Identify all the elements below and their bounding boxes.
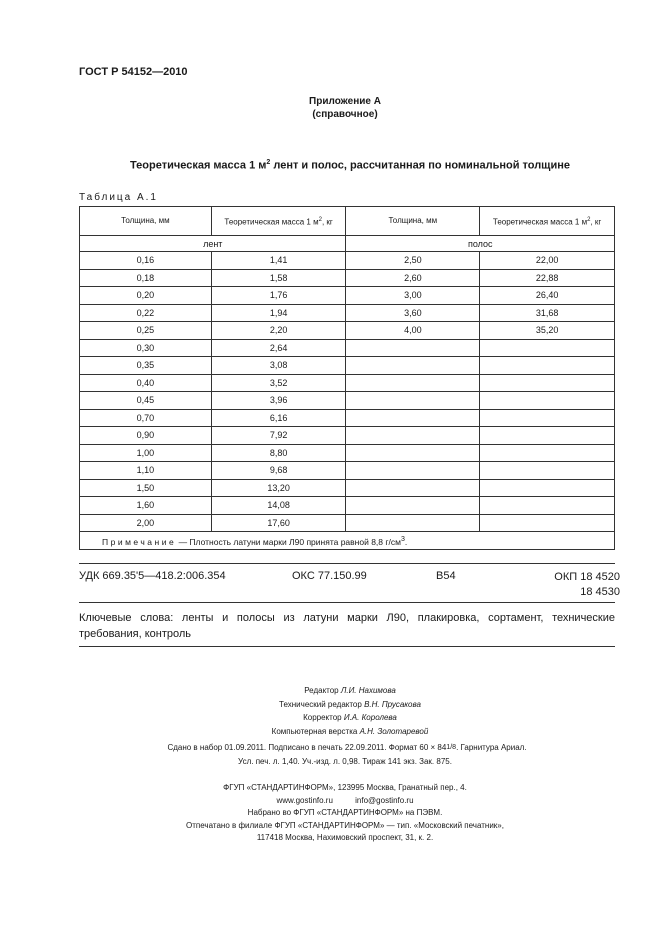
publisher-line: Набрано во ФГУП «СТАНДАРТИНФОРМ» на ПЭВМ. bbox=[247, 808, 443, 817]
table-cell: 9,68 bbox=[211, 462, 346, 480]
table-cell: 0,90 bbox=[80, 427, 212, 445]
table-cell: 1,76 bbox=[211, 287, 346, 305]
table-cell bbox=[346, 514, 480, 532]
table-cell: 3,08 bbox=[211, 357, 346, 375]
table-cell: 1,41 bbox=[211, 252, 346, 270]
table-cell: 0,18 bbox=[80, 269, 212, 287]
table-cell: 3,00 bbox=[346, 287, 480, 305]
table-cell bbox=[480, 409, 615, 427]
table-title-sup: 2 bbox=[266, 159, 271, 166]
header-thickness-left: Толщина, мм bbox=[80, 207, 212, 236]
table-row bbox=[80, 427, 615, 445]
credit-line bbox=[210, 684, 490, 698]
table-cell bbox=[480, 479, 615, 497]
divider-middle bbox=[79, 602, 615, 603]
table-title-rest: лент и полос, рассчитанная по номинальной толщине bbox=[270, 159, 570, 172]
note-text: — Плотность латуни марки Л90 принята равной 8,8 г/см bbox=[176, 536, 401, 547]
table-cell bbox=[346, 339, 480, 357]
credit-name: И.А. Королева bbox=[343, 713, 397, 722]
appendix-subtitle: (справочное) bbox=[312, 109, 378, 120]
credit-name: Л.И. Нахимова bbox=[340, 686, 396, 695]
divider-bottom bbox=[79, 646, 615, 647]
table-cell: 31,68 bbox=[480, 304, 615, 322]
credit-line bbox=[210, 711, 490, 725]
table-note-row bbox=[80, 532, 615, 550]
table-cell: 0,35 bbox=[80, 357, 212, 375]
table-note bbox=[80, 532, 615, 550]
table-cell bbox=[480, 392, 615, 410]
credit-role: Редактор bbox=[304, 686, 339, 695]
group-code: В54 bbox=[436, 570, 456, 582]
table-cell bbox=[346, 427, 480, 445]
table-cell bbox=[346, 409, 480, 427]
header-mass-left-unit: , кг bbox=[321, 217, 333, 227]
table-header-row bbox=[80, 207, 615, 236]
oks-code: ОКС 77.150.99 bbox=[292, 570, 367, 582]
okp-code-1: ОКП 18 4520 bbox=[554, 571, 620, 583]
table-cell: 1,00 bbox=[80, 444, 212, 462]
credit-role: Технический редактор bbox=[279, 699, 362, 709]
table-cell bbox=[346, 444, 480, 462]
table-cell bbox=[346, 497, 480, 515]
table-cell: 4,00 bbox=[346, 322, 480, 340]
table-row bbox=[80, 322, 615, 340]
table-title-text: Теоретическая масса 1 м bbox=[130, 159, 267, 172]
document-code: ГОСТ Р 54152—2010 bbox=[79, 66, 188, 78]
table-cell: 35,20 bbox=[480, 322, 615, 340]
table-row bbox=[80, 287, 615, 305]
header-mass-left-text: Теоретическая масса 1 м bbox=[224, 217, 319, 227]
group-tapes: лент bbox=[80, 236, 346, 252]
table-cell bbox=[480, 444, 615, 462]
keywords: Ключевые слова: ленты и полосы из латуни марки Л90, плакировка, сортамент, технические требования, контроль bbox=[79, 612, 615, 640]
table-cell: 2,60 bbox=[346, 269, 480, 287]
okp-code-2: 18 4530 bbox=[580, 586, 620, 598]
print-info-line2: Усл. печ. л. 1,40. Уч.-изд. л. 0,98. Тираж 141 экз. Зак. 875. bbox=[238, 757, 452, 766]
table-row bbox=[80, 409, 615, 427]
print-info-line1-a: Сдано в набор 01.09.2011. Подписано в печать 22.09.2011. Формат 60 × 84 bbox=[167, 743, 447, 752]
credits-block bbox=[210, 684, 490, 738]
table-cell: 3,96 bbox=[211, 392, 346, 410]
table-cell bbox=[480, 514, 615, 532]
okp-codes bbox=[540, 570, 620, 600]
table-cell: 1,10 bbox=[80, 462, 212, 480]
header-mass-right-unit: , кг bbox=[590, 217, 602, 227]
table-cell: 3,52 bbox=[211, 374, 346, 392]
table-cell: 0,45 bbox=[80, 392, 212, 410]
print-info-line1 bbox=[79, 743, 615, 752]
table-cell: 1,58 bbox=[211, 269, 346, 287]
publisher-line: 117418 Москва, Нахимовский проспект, 31, к. 2. bbox=[256, 833, 434, 842]
table-row bbox=[80, 357, 615, 375]
table-cell bbox=[346, 357, 480, 375]
credit-role: Корректор bbox=[303, 713, 342, 722]
table-row bbox=[80, 392, 615, 410]
table-cell: 22,88 bbox=[480, 269, 615, 287]
table-cell: 1,50 bbox=[80, 479, 212, 497]
table-group-row bbox=[80, 236, 615, 252]
table-cell bbox=[480, 497, 615, 515]
table-label: Таблица А.1 bbox=[79, 192, 158, 203]
table-cell bbox=[480, 427, 615, 445]
table-row bbox=[80, 514, 615, 532]
table-row bbox=[80, 304, 615, 322]
table-row bbox=[80, 479, 615, 497]
table-cell: 2,50 bbox=[346, 252, 480, 270]
table-cell bbox=[480, 339, 615, 357]
table-row bbox=[80, 339, 615, 357]
note-sup: 3 bbox=[400, 535, 405, 543]
table-cell: 0,20 bbox=[80, 287, 212, 305]
format-fraction: 1/8 bbox=[446, 744, 457, 752]
table-cell: 2,64 bbox=[211, 339, 346, 357]
publisher-block bbox=[0, 782, 661, 845]
table-row bbox=[80, 374, 615, 392]
mass-table bbox=[79, 206, 615, 550]
table-row bbox=[80, 462, 615, 480]
publisher-line: ФГУП «СТАНДАРТИНФОРМ», 123995 Москва, Гранатный пер., 4. bbox=[223, 783, 467, 792]
appendix-heading bbox=[0, 95, 661, 121]
table-cell: 26,40 bbox=[480, 287, 615, 305]
table-cell: 2,20 bbox=[211, 322, 346, 340]
header-mass-right-text: Теоретическая масса 1 м bbox=[492, 217, 588, 227]
table-cell: 22,00 bbox=[480, 252, 615, 270]
note-end: . bbox=[404, 536, 408, 547]
credit-name: А.Н. Золотаревой bbox=[359, 726, 429, 736]
credit-role: Компьютерная верстка bbox=[271, 726, 358, 736]
table-cell: 14,08 bbox=[211, 497, 346, 515]
table-title bbox=[20, 159, 661, 172]
publisher-line: www.gostinfo.ru info@gostinfo.ru bbox=[276, 795, 414, 805]
table-cell bbox=[480, 357, 615, 375]
table-row bbox=[80, 252, 615, 270]
table-cell: 1,94 bbox=[211, 304, 346, 322]
table-cell: 0,22 bbox=[80, 304, 212, 322]
udk-code: УДК 669.35'5—418.2:006.354 bbox=[79, 570, 226, 582]
table-cell: 6,16 bbox=[211, 409, 346, 427]
print-info-line1-b: . Гарнитура Ариал. bbox=[456, 743, 527, 752]
divider-top bbox=[79, 563, 615, 564]
credit-line bbox=[210, 725, 490, 739]
header-mass-left-sup: 2 bbox=[318, 216, 322, 223]
header-thickness-right: Толщина, мм bbox=[346, 207, 480, 236]
appendix-title: Приложение А bbox=[309, 96, 381, 107]
table-row bbox=[80, 269, 615, 287]
table-cell: 2,00 bbox=[80, 514, 212, 532]
table-cell bbox=[346, 462, 480, 480]
header-mass-left bbox=[211, 207, 346, 236]
credit-line bbox=[210, 698, 490, 712]
note-label: Примечание bbox=[102, 536, 177, 547]
group-strips: полос bbox=[346, 236, 615, 252]
table-cell: 8,80 bbox=[211, 444, 346, 462]
table-cell bbox=[480, 462, 615, 480]
publisher-line: Отпечатано в филиале ФГУП «СТАНДАРТИНФОРМ» — тип. «Московский печатник», bbox=[186, 820, 504, 830]
table-cell: 1,60 bbox=[80, 497, 212, 515]
header-mass-right bbox=[480, 207, 615, 236]
table-cell: 13,20 bbox=[211, 479, 346, 497]
table-cell: 0,16 bbox=[80, 252, 212, 270]
table-cell: 3,60 bbox=[346, 304, 480, 322]
table-cell bbox=[346, 374, 480, 392]
table-cell: 7,92 bbox=[211, 427, 346, 445]
table-cell bbox=[346, 479, 480, 497]
credit-name: В.Н. Прусакова bbox=[364, 699, 421, 709]
header-mass-right-sup: 2 bbox=[587, 216, 591, 223]
table-cell: 0,30 bbox=[80, 339, 212, 357]
table-row bbox=[80, 444, 615, 462]
table-cell bbox=[480, 374, 615, 392]
table-cell: 0,70 bbox=[80, 409, 212, 427]
table-cell: 17,60 bbox=[211, 514, 346, 532]
table-row bbox=[80, 497, 615, 515]
table-cell: 0,40 bbox=[80, 374, 212, 392]
table-cell: 0,25 bbox=[80, 322, 212, 340]
table-cell bbox=[346, 392, 480, 410]
